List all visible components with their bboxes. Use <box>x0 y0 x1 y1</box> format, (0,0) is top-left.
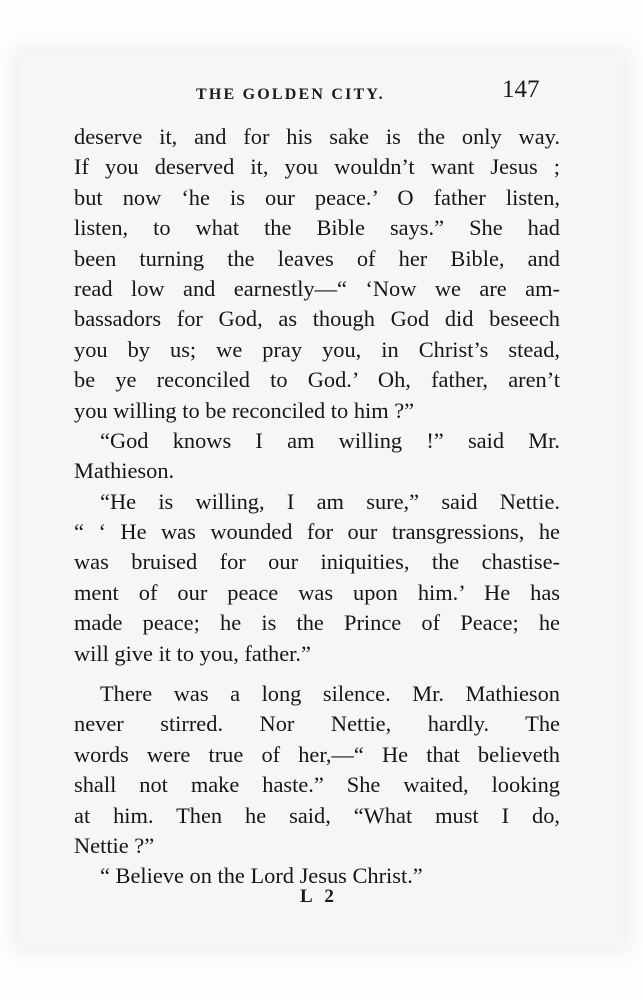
page-number: 147 <box>502 76 540 103</box>
text-line: will give it to you, father.” <box>74 640 311 666</box>
text-line: Nettie ?” <box>74 832 155 858</box>
signature-mark: L 2 <box>300 886 338 907</box>
text-line: words were true of her,—“ He that believeth <box>74 741 560 767</box>
text-line: be ye reconciled to God.’ Oh, father, aren’t <box>74 367 560 393</box>
page-header <box>0 72 643 112</box>
text-line: ment of our peace was upon him.’ He has <box>74 579 560 605</box>
text-line: shall not make haste.” She waited, looking <box>74 772 560 798</box>
text-line: never stirred. Nor Nettie, hardly. The <box>74 711 560 737</box>
text-line: read low and earnestly—“ ‘Now we are am- <box>74 275 560 301</box>
text-line: but now ‘he is our peace.’ O father listen, <box>74 184 560 210</box>
text-line: at him. Then he said, “What must I do, <box>74 802 560 828</box>
text-line: been turning the leaves of her Bible, and <box>74 245 560 271</box>
text-line: “He is willing, I am sure,” said Nettie. <box>100 488 560 514</box>
text-line: “ Believe on the Lord Jesus Christ.” <box>100 863 423 889</box>
text-line: listen, to what the Bible says.” She had <box>74 215 560 241</box>
text-line: bassadors for God, as though God did beseech <box>74 306 560 332</box>
text-line: “ ‘ He was wounded for our transgressions, he <box>74 519 560 545</box>
text-line: was bruised for our iniquities, the chastise- <box>74 549 560 575</box>
text-line: you willing to be reconciled to him ?” <box>74 397 415 423</box>
text-line: you by us; we pray you, in Christ’s stead, <box>74 336 560 362</box>
page-body-text <box>74 122 560 892</box>
text-line: If you deserved it, you wouldn’t want Jesus ; <box>74 154 560 180</box>
text-line: There was a long silence. Mr. Mathieson <box>100 681 560 707</box>
text-line: Mathieson. <box>74 458 175 484</box>
text-line: made peace; he is the Prince of Peace; he <box>74 610 560 636</box>
running-title: THE GOLDEN CITY. <box>196 86 385 103</box>
text-line: “God knows I am willing !” said Mr. <box>100 427 560 453</box>
text-line: deserve it, and for his sake is the only way. <box>74 124 560 149</box>
